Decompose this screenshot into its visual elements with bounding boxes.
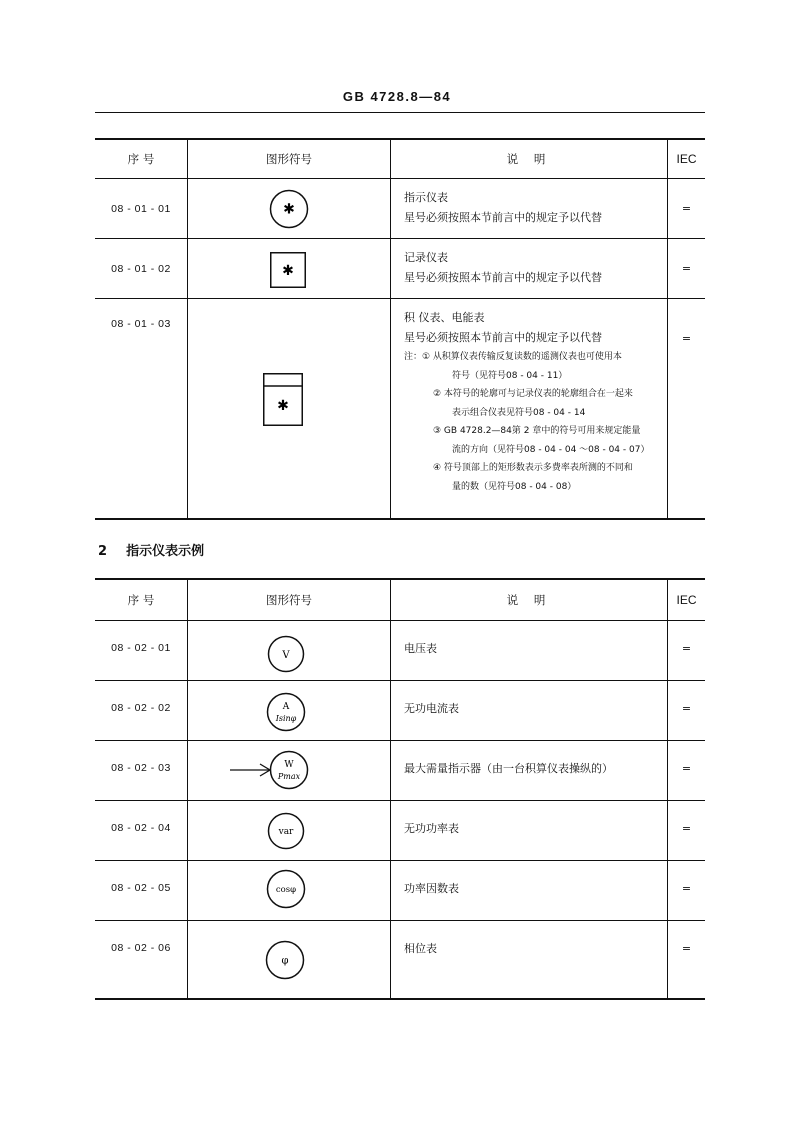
note-line: ④ 符号顶部上的矩形数表示多费率表所测的不同和 [433, 463, 633, 473]
iec-equivalence: = [681, 941, 692, 955]
table1-header-desc: 说 明 [506, 152, 552, 166]
iec-equivalence: = [681, 761, 692, 775]
iec-equivalence: = [681, 701, 692, 715]
row-description: 相位表 [404, 942, 437, 955]
reactive-current-meter-symbol [266, 692, 306, 732]
table2-header-symbol: 图形符号 [266, 593, 312, 607]
description-text: 星号必须按照本节前言中的规定予以代替 [404, 331, 602, 344]
indicating-instrument-symbol [269, 189, 309, 229]
asterisk-icon: ✱ [282, 263, 294, 279]
section-title: 指示仪表示例 [126, 544, 205, 559]
row-seq: 08 - 01 - 01 [111, 202, 171, 215]
row-seq: 08 - 01 - 02 [111, 262, 171, 275]
description-title: 记录仪表 [404, 251, 448, 264]
row-description: 电压表 [404, 642, 437, 655]
note-line: 流的方向（见符号08 - 04 - 04 ～08 - 04 - 07） [452, 444, 650, 455]
table2-col-rule [187, 578, 188, 1000]
integrating-instrument-symbol [263, 373, 303, 426]
row-seq: 08 - 01 - 03 [111, 318, 171, 330]
table2-col-rule [390, 578, 391, 1000]
row-description [404, 248, 664, 288]
row-seq: 08 - 02 - 01 [111, 642, 171, 654]
description-title: 指示仪表 [404, 191, 448, 204]
instrument-circle [271, 752, 308, 789]
header-rule [95, 112, 705, 113]
phase-meter-symbol [265, 940, 305, 980]
symbol-label: φ [281, 955, 289, 967]
voltmeter-symbol [267, 635, 305, 673]
row-description: 功率因数表 [404, 882, 459, 895]
symbol-label: W [284, 760, 294, 770]
row-description: 无功功率表 [404, 822, 459, 835]
row-description: 无功电流表 [404, 702, 459, 715]
section-heading [98, 540, 204, 559]
table2-header-seq: 序 号 [127, 593, 155, 607]
row-seq: 08 - 02 - 03 [111, 762, 171, 774]
row-seq: 08 - 02 - 02 [111, 702, 171, 714]
table1-col-rule [390, 138, 391, 520]
section-number: 2 [98, 544, 108, 559]
iec-equivalence: = [681, 641, 692, 655]
row-description [404, 308, 666, 348]
max-demand-indicator-symbol [230, 750, 310, 790]
table1-col-rule [187, 138, 188, 520]
note-line: 表示组合仪表见符号08 - 04 - 14 [452, 407, 586, 418]
note-line: ② 本符号的轮廓可与记录仪表的轮廓组合在一起来 [433, 389, 633, 399]
note-line: 量的数（见符号08 - 04 - 08） [452, 481, 577, 492]
document-code: GB 4728.8—84 [342, 89, 452, 104]
instrument-circle [268, 694, 305, 731]
note-line: 注：① 从积算仪表传输反复读数的遥测仪表也可使用本 [404, 352, 622, 362]
symbol-sublabel: Pmax [277, 772, 301, 781]
table2-header-desc: 说 明 [506, 593, 552, 607]
note-line: 符号（见符号08 - 04 - 11） [452, 370, 568, 381]
asterisk-icon: ✱ [277, 398, 289, 414]
varmeter-symbol [267, 812, 305, 850]
iec-equivalence: = [681, 202, 692, 215]
symbol-label: var [278, 827, 294, 837]
asterisk-icon: ✱ [283, 201, 295, 218]
iec-equivalence: = [681, 881, 692, 895]
notes-list [404, 348, 666, 496]
note-line: ③ GB 4728.2—84第 2 章中的符号可用来规定能量 [433, 426, 641, 436]
description-title: 积 仪表、电能表 [404, 311, 485, 324]
iec-equivalence: = [681, 331, 692, 345]
power-factor-meter-symbol [266, 869, 306, 909]
row-description [404, 188, 664, 228]
table2-header-iec: IEC [676, 593, 697, 607]
table1-header-symbol: 图形符号 [266, 152, 312, 166]
symbol-label: V [282, 650, 290, 661]
description-text: 星号必须按照本节前言中的规定予以代替 [404, 271, 602, 284]
symbol-sublabel: Isinφ [275, 714, 297, 723]
row-seq: 08 - 02 - 05 [111, 882, 171, 894]
iec-equivalence: = [681, 262, 692, 275]
table1-header-seq: 序 号 [127, 152, 155, 166]
row-seq: 08 - 02 - 06 [111, 942, 171, 954]
table1-header-iec: IEC [676, 152, 697, 166]
iec-equivalence: = [681, 821, 692, 835]
row-description: 最大需量指示器（由一台积算仪表操纵的） [404, 762, 613, 775]
symbol-label: A [282, 702, 290, 712]
row-seq: 08 - 02 - 04 [111, 822, 171, 834]
description-text: 星号必须按照本节前言中的规定予以代替 [404, 211, 602, 224]
symbol-label: cosφ [275, 885, 297, 895]
recording-instrument-symbol [270, 252, 306, 288]
